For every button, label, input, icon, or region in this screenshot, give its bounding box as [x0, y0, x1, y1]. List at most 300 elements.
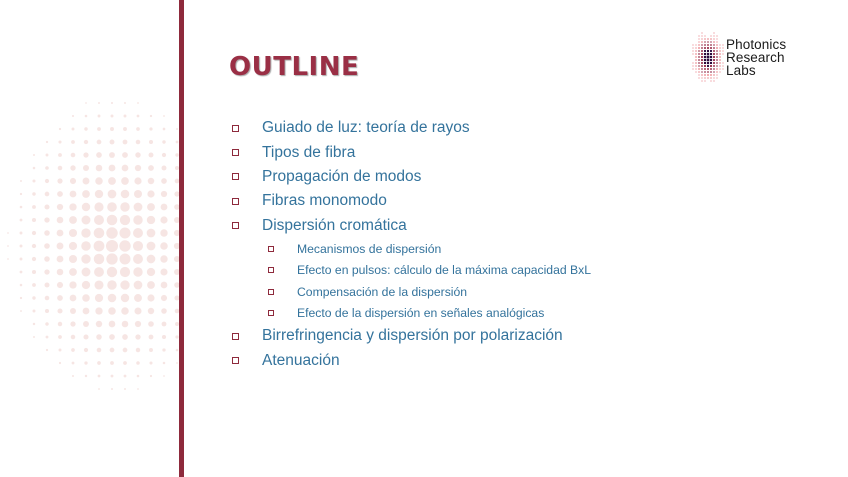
logo-dot: [707, 38, 708, 39]
logo-dot: [704, 59, 706, 61]
decor-dot: [134, 203, 143, 212]
decor-dot: [82, 203, 90, 211]
decor-dot: [83, 308, 90, 315]
logo-dot: [711, 36, 712, 37]
decor-dot: [81, 228, 90, 237]
logo-dot: [695, 59, 696, 60]
sub-list-item-text: Efecto de la dispersión en señales analógicas: [297, 306, 545, 321]
decor-dot: [72, 128, 75, 131]
logo-dot: [695, 56, 696, 57]
logo-dot: [702, 36, 703, 37]
decor-dot: [149, 153, 154, 158]
decor-dot: [133, 215, 142, 224]
decor-dot: [98, 115, 101, 118]
logo-dot: [702, 39, 703, 40]
logo-dot: [719, 53, 720, 54]
logo-dot: [701, 68, 702, 69]
slide-title: OUTLINE: [229, 52, 360, 82]
logo-dot: [717, 78, 718, 79]
logo-dot: [710, 44, 711, 45]
square-bullet-icon: [232, 173, 239, 180]
decor-dot: [57, 308, 62, 313]
logo-dot: [707, 53, 709, 55]
decor-dot: [69, 268, 77, 276]
decor-dot: [123, 361, 127, 365]
decor-dot: [70, 178, 76, 184]
decor-dot: [149, 335, 154, 340]
decor-dot: [59, 128, 61, 130]
decor-dot: [44, 217, 49, 222]
decor-dot: [121, 190, 130, 199]
decor-dot: [121, 177, 129, 185]
list-item-text: Birrefringencia y dispersión por polarización: [262, 327, 563, 345]
decor-dot: [81, 241, 90, 250]
logo-dot: [720, 45, 721, 46]
decor-dot: [20, 271, 23, 274]
logo-dot: [717, 42, 718, 43]
decor-dot: [150, 375, 152, 377]
decor-dot: [120, 280, 129, 289]
decor-dot: [83, 321, 89, 327]
decor-dot: [163, 375, 165, 377]
logo-dot: [698, 62, 699, 63]
logo-dot: [704, 44, 705, 45]
decor-dot: [135, 152, 140, 157]
decor-dot: [32, 257, 36, 261]
decor-dot: [58, 153, 62, 157]
logo-dot: [701, 44, 702, 45]
logo-dot: [707, 41, 708, 42]
logo-dot: [698, 68, 699, 69]
logo-dot: [711, 78, 712, 79]
logo-dot: [701, 65, 703, 67]
decor-dot: [147, 229, 156, 238]
logo-dot: [693, 48, 694, 49]
logo-dot: [702, 78, 703, 79]
decor-dot: [84, 140, 88, 144]
decor-dot: [45, 192, 50, 197]
logo-dot: [693, 63, 694, 64]
decor-dot: [46, 336, 49, 339]
logo-dot: [713, 50, 715, 52]
decor-dot: [94, 254, 105, 265]
decor-dot: [44, 269, 49, 274]
logo-dot: [707, 68, 709, 70]
logo-dot: [705, 81, 706, 82]
decor-dot: [32, 244, 36, 248]
decor-dot: [161, 178, 167, 184]
decor-dot: [83, 178, 90, 185]
logo-dot: [707, 65, 709, 67]
list-item: [232, 116, 822, 140]
logo-dot: [720, 69, 721, 70]
decor-dot: [109, 334, 115, 340]
decor-dot: [95, 177, 102, 184]
decor-dot: [137, 102, 139, 104]
logo-dot: [704, 47, 706, 49]
logo-dot: [704, 71, 705, 72]
decor-dot: [20, 297, 22, 299]
decor-dot: [58, 166, 63, 171]
decor-dot: [59, 362, 61, 364]
logo-dot: [713, 59, 715, 61]
decor-dot: [71, 348, 75, 352]
logo-dot: [698, 59, 699, 60]
decor-dot: [32, 231, 36, 235]
decor-dot: [149, 348, 153, 352]
decor-dot: [82, 216, 91, 225]
logo-line: Research: [726, 50, 785, 65]
decor-dot: [70, 308, 76, 314]
list-item-text: Atenuación: [262, 351, 340, 369]
logo-dot: [696, 51, 697, 52]
logo-dot: [717, 39, 718, 40]
decor-dot: [107, 215, 118, 226]
decor-dot: [123, 127, 127, 131]
decor-dot: [32, 270, 36, 274]
decor-dot: [160, 242, 167, 249]
logo-dot: [702, 33, 703, 34]
decor-dot: [20, 193, 22, 195]
decor-dot: [20, 232, 23, 235]
decor-dot: [57, 204, 63, 210]
list-item-text: Tipos de fibra: [262, 143, 356, 161]
decor-dot: [20, 180, 22, 182]
logo-dot: [704, 38, 705, 39]
logo-dot: [705, 36, 706, 37]
list-item-text: Dispersión cromática: [262, 216, 407, 234]
decor-dot: [162, 335, 166, 339]
decor-dot: [57, 269, 64, 276]
logo-dot: [702, 81, 703, 82]
decor-dot: [83, 165, 89, 171]
logo-dot: [713, 65, 715, 67]
decor-dot: [123, 140, 128, 145]
decor-dot: [120, 215, 130, 225]
decor-dot: [136, 361, 140, 365]
decor-dot: [82, 281, 90, 289]
decor-dot: [176, 349, 179, 352]
decor-dot: [70, 295, 77, 302]
logo-dot: [713, 56, 715, 58]
list-item: [232, 189, 822, 213]
logo-dot: [710, 41, 711, 42]
logo-dot: [714, 36, 715, 37]
sub-list-item: [232, 259, 822, 281]
decor-dot: [32, 296, 35, 299]
decor-dot: [136, 127, 140, 131]
decor-dot: [109, 321, 116, 328]
decor-dot: [133, 267, 142, 276]
logo-dot: [716, 62, 717, 63]
logo-text: [726, 38, 786, 77]
decor-dot: [110, 127, 114, 131]
square-bullet-icon: [232, 222, 239, 229]
decor-dot: [120, 254, 131, 265]
decor-dot: [136, 348, 140, 352]
decor-dot: [149, 127, 152, 130]
logo-dot: [696, 72, 697, 73]
logo-dot: [701, 56, 703, 58]
logo-dot: [713, 47, 714, 48]
decor-dot: [98, 375, 101, 378]
decor-dot: [71, 335, 76, 340]
square-bullet-icon: [232, 357, 239, 364]
decor-dot: [57, 295, 63, 301]
decor-dot: [161, 308, 167, 314]
decor-dot: [161, 282, 168, 289]
logo-dot: [716, 71, 717, 72]
decor-dot: [149, 140, 153, 144]
decor-dot: [111, 388, 113, 390]
logo-dot: [713, 44, 714, 45]
logo-dot: [699, 36, 700, 37]
decor-dot: [106, 240, 118, 252]
logo-dot: [710, 47, 712, 49]
decor-dot: [147, 242, 156, 251]
logo-dot: [693, 45, 694, 46]
square-bullet-icon: [232, 149, 239, 156]
logo-dot: [713, 74, 714, 75]
accent-vertical-bar: [179, 0, 184, 477]
decor-dot: [133, 228, 143, 238]
logo-dot: [701, 41, 702, 42]
decor-dot: [57, 256, 64, 263]
logo-dot: [710, 56, 712, 58]
decor-dot: [135, 334, 140, 339]
decor-dot: [96, 321, 102, 327]
decor-dot: [58, 335, 62, 339]
decor-dot: [45, 322, 48, 325]
logo-dot: [705, 78, 706, 79]
decor-dot: [84, 361, 87, 364]
decor-dot: [7, 245, 9, 247]
logo-dot: [707, 47, 709, 49]
decor-dot: [94, 215, 104, 225]
square-bullet-icon: [268, 246, 274, 252]
decor-dot: [32, 218, 36, 222]
list-item-text: Propagación de modos: [262, 167, 422, 185]
decor-dot: [161, 191, 167, 197]
decor-dot: [20, 258, 23, 261]
logo-dot: [716, 68, 717, 69]
decor-dot: [148, 178, 155, 185]
decor-dot: [109, 165, 116, 172]
logo-dot: [704, 41, 705, 42]
logo-dot: [716, 44, 717, 45]
logo-dot: [723, 69, 724, 70]
decor-dot: [70, 165, 75, 170]
decor-dot: [162, 153, 166, 157]
decor-dot: [148, 308, 154, 314]
logo-dot: [704, 74, 705, 75]
decor-dot: [45, 296, 50, 301]
logo-dot: [707, 56, 710, 59]
logo-dot: [701, 71, 702, 72]
list-item-text: Guiado de luz: teoría de rayos: [262, 119, 470, 137]
decor-dot: [110, 361, 114, 365]
decor-dot: [147, 255, 156, 264]
decor-dot: [163, 128, 166, 131]
decor-dot: [85, 115, 88, 118]
sub-list-item-text: Mecanismos de dispersión: [297, 241, 442, 256]
decor-dot: [72, 375, 74, 377]
decor-dot: [97, 140, 102, 145]
logo-dot: [707, 50, 709, 52]
decor-dot: [81, 254, 90, 263]
decor-dot: [111, 375, 114, 378]
decor-dot: [7, 258, 9, 260]
logo-dot: [698, 65, 699, 66]
logo-dot: [695, 53, 696, 54]
decor-dot: [122, 152, 128, 158]
decor-dot: [135, 321, 141, 327]
decor-dot: [147, 203, 155, 211]
logo-dot: [713, 53, 715, 55]
logo-dot: [704, 62, 706, 64]
decor-dot: [121, 307, 128, 314]
logo-dot: [720, 48, 721, 49]
decor-dot: [137, 375, 140, 378]
decor-dot: [45, 166, 49, 170]
decor-dot: [46, 154, 49, 157]
logo-dot: [696, 45, 697, 46]
logo-dot: [707, 59, 709, 61]
decor-dot: [44, 204, 49, 209]
logo-dot: [723, 45, 724, 46]
decor-dot: [120, 267, 130, 277]
decor-dot: [147, 216, 155, 224]
decor-dot: [150, 115, 152, 117]
logo-dot: [693, 66, 694, 67]
logo-dot: [698, 71, 699, 72]
decor-dot: [20, 219, 23, 222]
decor-dot: [133, 254, 143, 264]
decor-dot: [108, 177, 116, 185]
logo-dot: [699, 78, 700, 79]
logo-dot: [723, 63, 724, 64]
decor-dot: [58, 322, 62, 326]
decor-dot: [119, 227, 130, 238]
decor-dot: [124, 115, 127, 118]
decor-dot: [108, 307, 116, 315]
list-item: [232, 214, 822, 238]
logo-dot: [704, 68, 706, 70]
list-item-text: Fibras monomodo: [262, 192, 387, 210]
logo-dot: [693, 54, 694, 55]
decor-dot: [107, 267, 117, 277]
decor-dot: [57, 230, 64, 237]
decor-dot: [137, 388, 139, 390]
logo-dot: [717, 36, 718, 37]
decor-dot: [33, 167, 36, 170]
logo-dot: [710, 74, 711, 75]
decor-dot: [124, 102, 126, 104]
decor-dot: [57, 217, 64, 224]
decor-dot: [162, 166, 167, 171]
logo-dot: [707, 44, 709, 46]
logo-dot: [701, 47, 702, 48]
decor-dot: [85, 102, 87, 104]
logo-dot: [710, 50, 712, 52]
logo-dot: [696, 66, 697, 67]
decor-dot: [58, 140, 61, 143]
logo-dot: [713, 68, 714, 69]
logo-dot: [720, 66, 721, 67]
decor-dot: [84, 127, 87, 130]
list-item: [232, 348, 822, 372]
decor-dot: [123, 348, 128, 353]
logo-dot: [717, 75, 718, 76]
logo-dot: [701, 74, 702, 75]
decor-dot: [98, 102, 100, 104]
decor-dot: [106, 227, 117, 238]
logo-line: Labs: [726, 63, 756, 78]
decor-dot: [162, 322, 167, 327]
logo-dot: [710, 38, 711, 39]
sub-list-item-text: Compensación de la dispersión: [297, 284, 468, 299]
logo-dot: [704, 50, 706, 52]
decor-dot: [162, 140, 165, 143]
list-item: [232, 165, 822, 189]
decor-dot: [84, 348, 88, 352]
decor-dot: [85, 375, 87, 377]
decor-dot: [33, 323, 35, 325]
decor-dot: [44, 230, 50, 236]
square-bullet-icon: [268, 289, 274, 295]
decor-dot: [46, 349, 48, 351]
decor-dot: [32, 192, 35, 195]
logo-dot: [699, 39, 700, 40]
sub-list-item: [232, 302, 822, 324]
logo-dot: [716, 59, 717, 60]
decor-dot: [95, 294, 103, 302]
decor-dot: [46, 141, 48, 143]
decor-dot: [70, 321, 75, 326]
decor-dot: [94, 228, 105, 239]
decor-dot: [7, 232, 9, 234]
decor-dot: [149, 361, 152, 364]
decor-dot: [122, 321, 129, 328]
logo-dot: [716, 56, 717, 57]
logo-dot: [710, 59, 712, 61]
decor-dot: [20, 245, 23, 248]
decor-dot: [20, 310, 22, 312]
decor-dot: [45, 179, 49, 183]
logo-dot: [696, 48, 697, 49]
decor-dot: [163, 115, 165, 117]
logo-dot: [716, 65, 717, 66]
logo-dot: [719, 62, 720, 63]
list-item: [232, 324, 822, 348]
square-bullet-icon: [232, 198, 239, 205]
decor-dot: [33, 310, 36, 313]
decor-dot: [32, 205, 36, 209]
decor-dot: [32, 283, 36, 287]
sub-list-item: [232, 238, 822, 260]
decor-dot: [94, 202, 103, 211]
logo-dot: [696, 69, 697, 70]
decor-dot: [71, 153, 76, 158]
decor-dot: [69, 216, 77, 224]
logo-dot: [716, 53, 717, 54]
logo-dot: [714, 81, 715, 82]
decor-dot: [110, 114, 113, 117]
decor-dot: [134, 281, 143, 290]
decor-dot: [119, 240, 130, 251]
decor-dot: [97, 127, 101, 131]
logo-dot: [723, 66, 724, 67]
